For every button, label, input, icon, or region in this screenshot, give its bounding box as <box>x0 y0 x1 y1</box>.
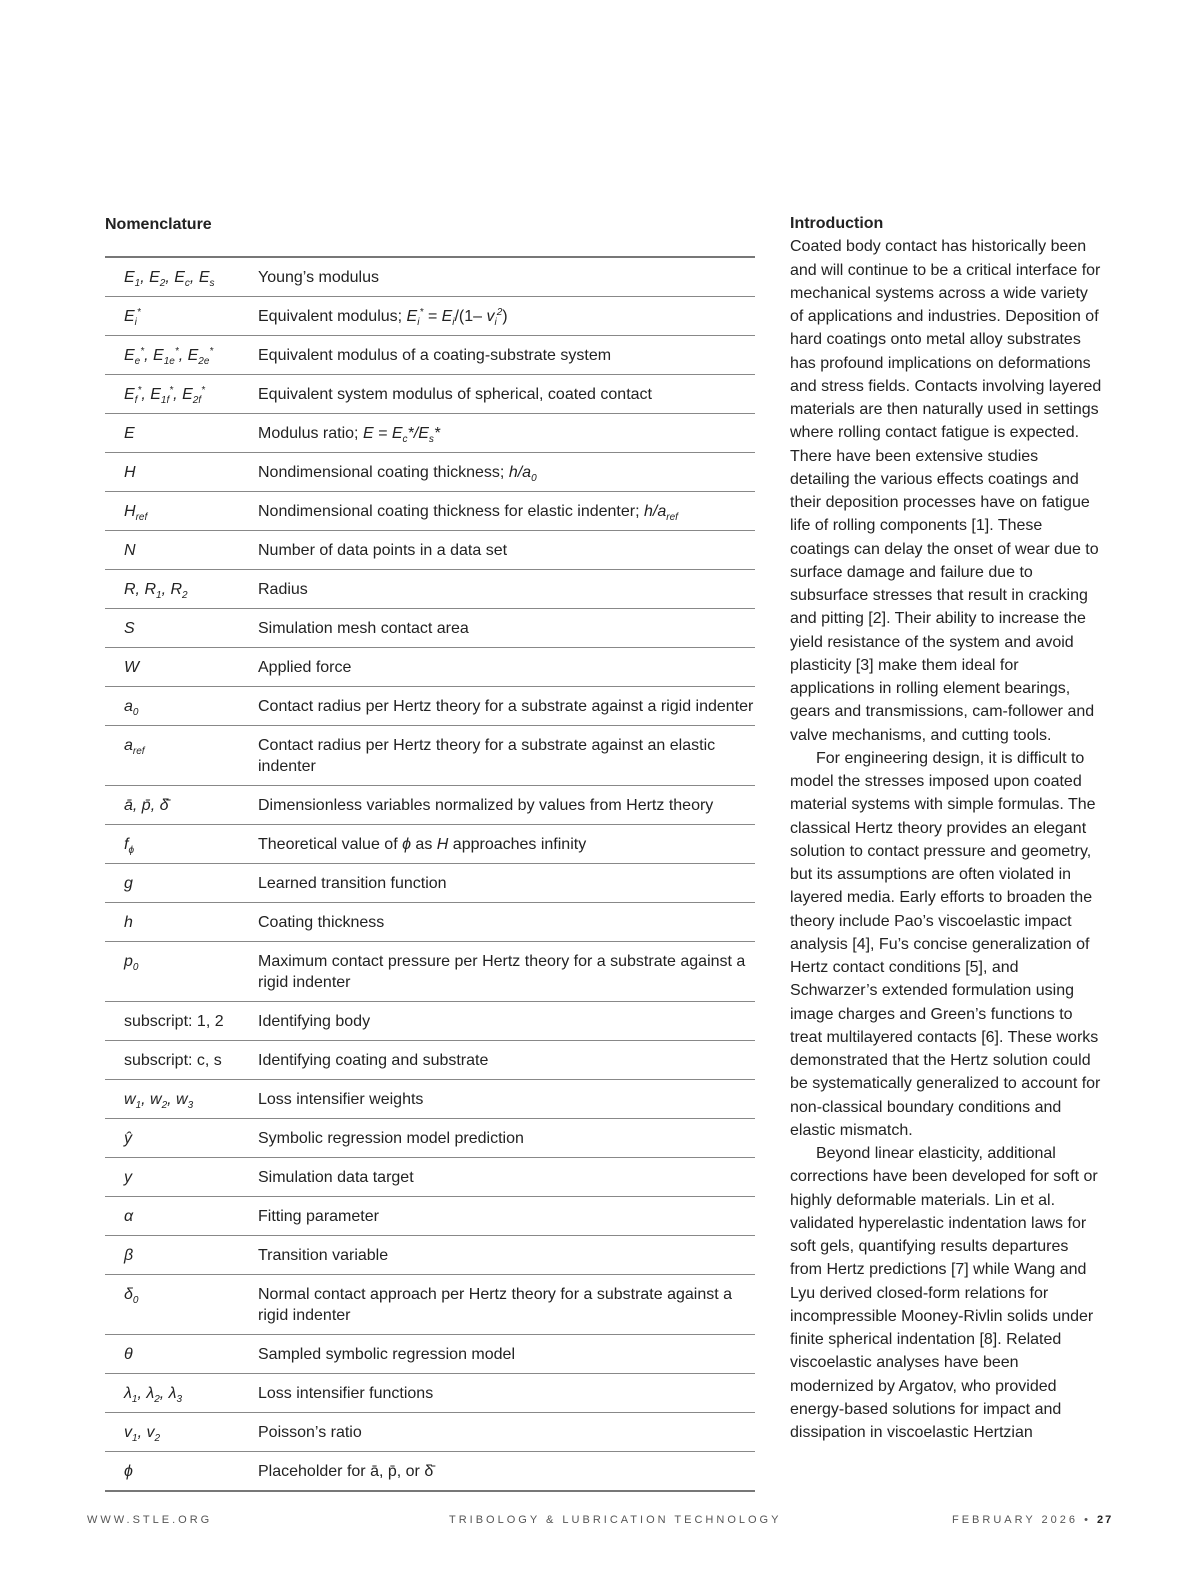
definition-cell: Theoretical value of ϕ as H approaches infinity <box>258 825 755 864</box>
definition-cell: Poisson’s ratio <box>258 1413 755 1452</box>
symbol-cell: $v_1$, $v_2$ <box>105 1413 258 1452</box>
symbol-cell: W <box>105 648 258 687</box>
table-row <box>105 1119 755 1158</box>
table-row <box>105 687 755 726</box>
table-row <box>105 453 755 492</box>
definition-cell: Nondimensional coating thickness; $h/a_0$ <box>258 453 755 492</box>
symbol-cell: S <box>105 609 258 648</box>
definition-cell: Applied force <box>258 648 755 687</box>
symbol-cell: R, $R_1$, $R_2$ <box>105 570 258 609</box>
table-row <box>105 570 755 609</box>
symbol-cell: H <box>105 453 258 492</box>
definition-cell: Equivalent modulus of a coating-substrate system <box>258 336 755 375</box>
footer-publication: TRIBOLOGY & LUBRICATION TECHNOLOGY <box>449 1514 782 1526</box>
footer-issue <box>952 1514 1113 1526</box>
definition-cell: Modulus ratio; $E = E_c*/E_s*$ <box>258 414 755 453</box>
table-row <box>105 1080 755 1119</box>
definition-cell: Transition variable <box>258 1236 755 1275</box>
page-number: 27 <box>1097 1514 1114 1526</box>
definition-cell: Simulation mesh contact area <box>258 609 755 648</box>
definition-cell: Loss intensifier functions <box>258 1374 755 1413</box>
table-row <box>105 786 755 825</box>
definition-cell: Equivalent modulus; $E_i^* = E_i/(1-$ $v_i^2$) <box>258 297 755 336</box>
definition-cell: Placeholder for ā, p̄, or δ̄ <box>258 1452 755 1492</box>
definition-cell: Young’s modulus <box>258 257 755 297</box>
definition-cell: Nondimensional coating thickness for elastic indenter; $h/a_{ref}$ <box>258 492 755 531</box>
table-row <box>105 375 755 414</box>
symbol-cell: subscript: c, s <box>105 1041 258 1080</box>
symbol-cell: y <box>105 1158 258 1197</box>
table-row <box>105 297 755 336</box>
symbol-cell: $\lambda_1$, $\lambda_2$, $\lambda_3$ <box>105 1374 258 1413</box>
table-row <box>105 1158 755 1197</box>
table-row <box>105 1452 755 1492</box>
symbol-cell: β <box>105 1236 258 1275</box>
symbol-cell: g <box>105 864 258 903</box>
table-row <box>105 1002 755 1041</box>
table-row <box>105 1374 755 1413</box>
symbol-cell: $w_1$, $w_2$, $w_3$ <box>105 1080 258 1119</box>
definition-cell: Sampled symbolic regression model <box>258 1335 755 1374</box>
table-row <box>105 864 755 903</box>
table-row <box>105 1236 755 1275</box>
table-row <box>105 609 755 648</box>
symbol-cell: $\delta_0$ <box>105 1275 258 1335</box>
footer-date: FEBRUARY 2026 • <box>952 1514 1091 1526</box>
definition-cell: Simulation data target <box>258 1158 755 1197</box>
nomenclature-title: Nomenclature <box>105 216 212 233</box>
symbol-cell: $E_1$, $E_2$, $E_c$, $E_s$ <box>105 257 258 297</box>
symbol-cell: $H_{ref}$ <box>105 492 258 531</box>
definition-cell: Equivalent system modulus of spherical, coated contact <box>258 375 755 414</box>
symbol-cell: $p_0$ <box>105 942 258 1002</box>
symbol-cell: $E_i^*$ <box>105 297 258 336</box>
nomenclature-table <box>105 256 755 1492</box>
table-row <box>105 1413 755 1452</box>
definition-cell: Maximum contact pressure per Hertz theory for a substrate against a rigid indenter <box>258 942 755 1002</box>
definition-cell: Identifying coating and substrate <box>258 1041 755 1080</box>
table-row <box>105 492 755 531</box>
symbol-cell: h <box>105 903 258 942</box>
definition-cell: Learned transition function <box>258 864 755 903</box>
table-row <box>105 257 755 297</box>
table-row <box>105 942 755 1002</box>
definition-cell: Contact radius per Hertz theory for a substrate against a rigid indenter <box>258 687 755 726</box>
symbol-cell: $E_f^*$, $E_{1f}^*$, $E_{2f}^*$ <box>105 375 258 414</box>
definition-cell: Identifying body <box>258 1002 755 1041</box>
definition-cell: Contact radius per Hertz theory for a substrate against an elastic indenter <box>258 726 755 786</box>
table-row <box>105 726 755 786</box>
definition-cell: Normal contact approach per Hertz theory for a substrate against a rigid indenter <box>258 1275 755 1335</box>
table-row <box>105 1041 755 1080</box>
symbol-cell: ŷ <box>105 1119 258 1158</box>
table-row <box>105 336 755 375</box>
definition-cell: Radius <box>258 570 755 609</box>
table-row <box>105 825 755 864</box>
definition-cell: Loss intensifier weights <box>258 1080 755 1119</box>
table-row <box>105 1197 755 1236</box>
introduction-paragraph: Coated body contact has historically been and will continue to be a critical interface for mechanical systems across a wide variety of applications and industries. Deposition of hard coatings onto metal alloy substrates has profound implications on deformations and stress fields. Contacts involving layered materials are then naturally used in settings where rolling contact fatigue is expected. There have been extensive studies detailing the various effects coatings and their deposition processes have on fatigue life of rolling components [1]. These coatings can delay the onset of wear due to surface damage and failure due to subsurface stresses that result in cracking and pitting [2]. Their ability to increase the yield resistance of the system and avoid plasticity [3] make them ideal for applications in rolling element bearings, gears and transmissions, cam-follower and valve mechanisms, and cutting tools. <box>790 238 1102 744</box>
definition-cell: Fitting parameter <box>258 1197 755 1236</box>
definition-cell: Dimensionless variables normalized by values from Hertz theory <box>258 786 755 825</box>
footer-website: WWW.STLE.ORG <box>87 1514 213 1526</box>
table-row <box>105 1275 755 1335</box>
table-row <box>105 414 755 453</box>
symbol-cell: E <box>105 414 258 453</box>
symbol-cell: $a_{ref}$ <box>105 726 258 786</box>
symbol-cell: $f_\phi$ <box>105 825 258 864</box>
table-row <box>105 531 755 570</box>
table-row <box>105 648 755 687</box>
definition-cell: Number of data points in a data set <box>258 531 755 570</box>
definition-cell: Coating thickness <box>258 903 755 942</box>
introduction-heading: Introduction <box>790 215 884 232</box>
introduction-paragraph: Beyond linear elasticity, additional corrections have been developed for soft or highly deformable materials. Lin et al. validated hyperelastic indentation laws for soft gels, quantifying results departures from Hertz predictions [7] while Wang and Lyu derived closed-form relations for incompressible Mooney-Rivlin solids under finite spherical indentation [8]. Related viscoelastic analyses have been modernized by Argatov, who provided energy-based solutions for impact and dissipation in viscoelastic Hertzian <box>790 1145 1098 1441</box>
introduction-paragraph: For engineering design, it is difficult to model the stresses imposed upon coated material systems with simple formulas. The classical Hertz theory provides an elegant solution to contact pressure and geometry, but its assumptions are often violated in layered media. Early efforts to broaden the theory include Pao’s viscoelastic impact analysis [4], Fu’s concise generalization of Hertz contact conditions [5], and Schwarzer’s extended formulation using image charges and Green’s functions to treat multilayered contacts [6]. These works demonstrated that the Hertz solution could be systematically generalized to account for non-classical boundary conditions and elastic mismatch. <box>790 749 1101 1139</box>
symbol-cell: ā, p̄, δ̄ <box>105 786 258 825</box>
symbol-cell: $a_0$ <box>105 687 258 726</box>
symbol-cell: $E_e^*$, $E_{1e}^*$, $E_{2e}^*$ <box>105 336 258 375</box>
table-row <box>105 1335 755 1374</box>
symbol-cell: N <box>105 531 258 570</box>
symbol-cell: α <box>105 1197 258 1236</box>
table-row <box>105 903 755 942</box>
definition-cell: Symbolic regression model prediction <box>258 1119 755 1158</box>
symbol-cell: θ <box>105 1335 258 1374</box>
symbol-cell: ϕ <box>105 1452 258 1492</box>
introduction-section <box>790 212 1102 1444</box>
symbol-cell: subscript: 1, 2 <box>105 1002 258 1041</box>
